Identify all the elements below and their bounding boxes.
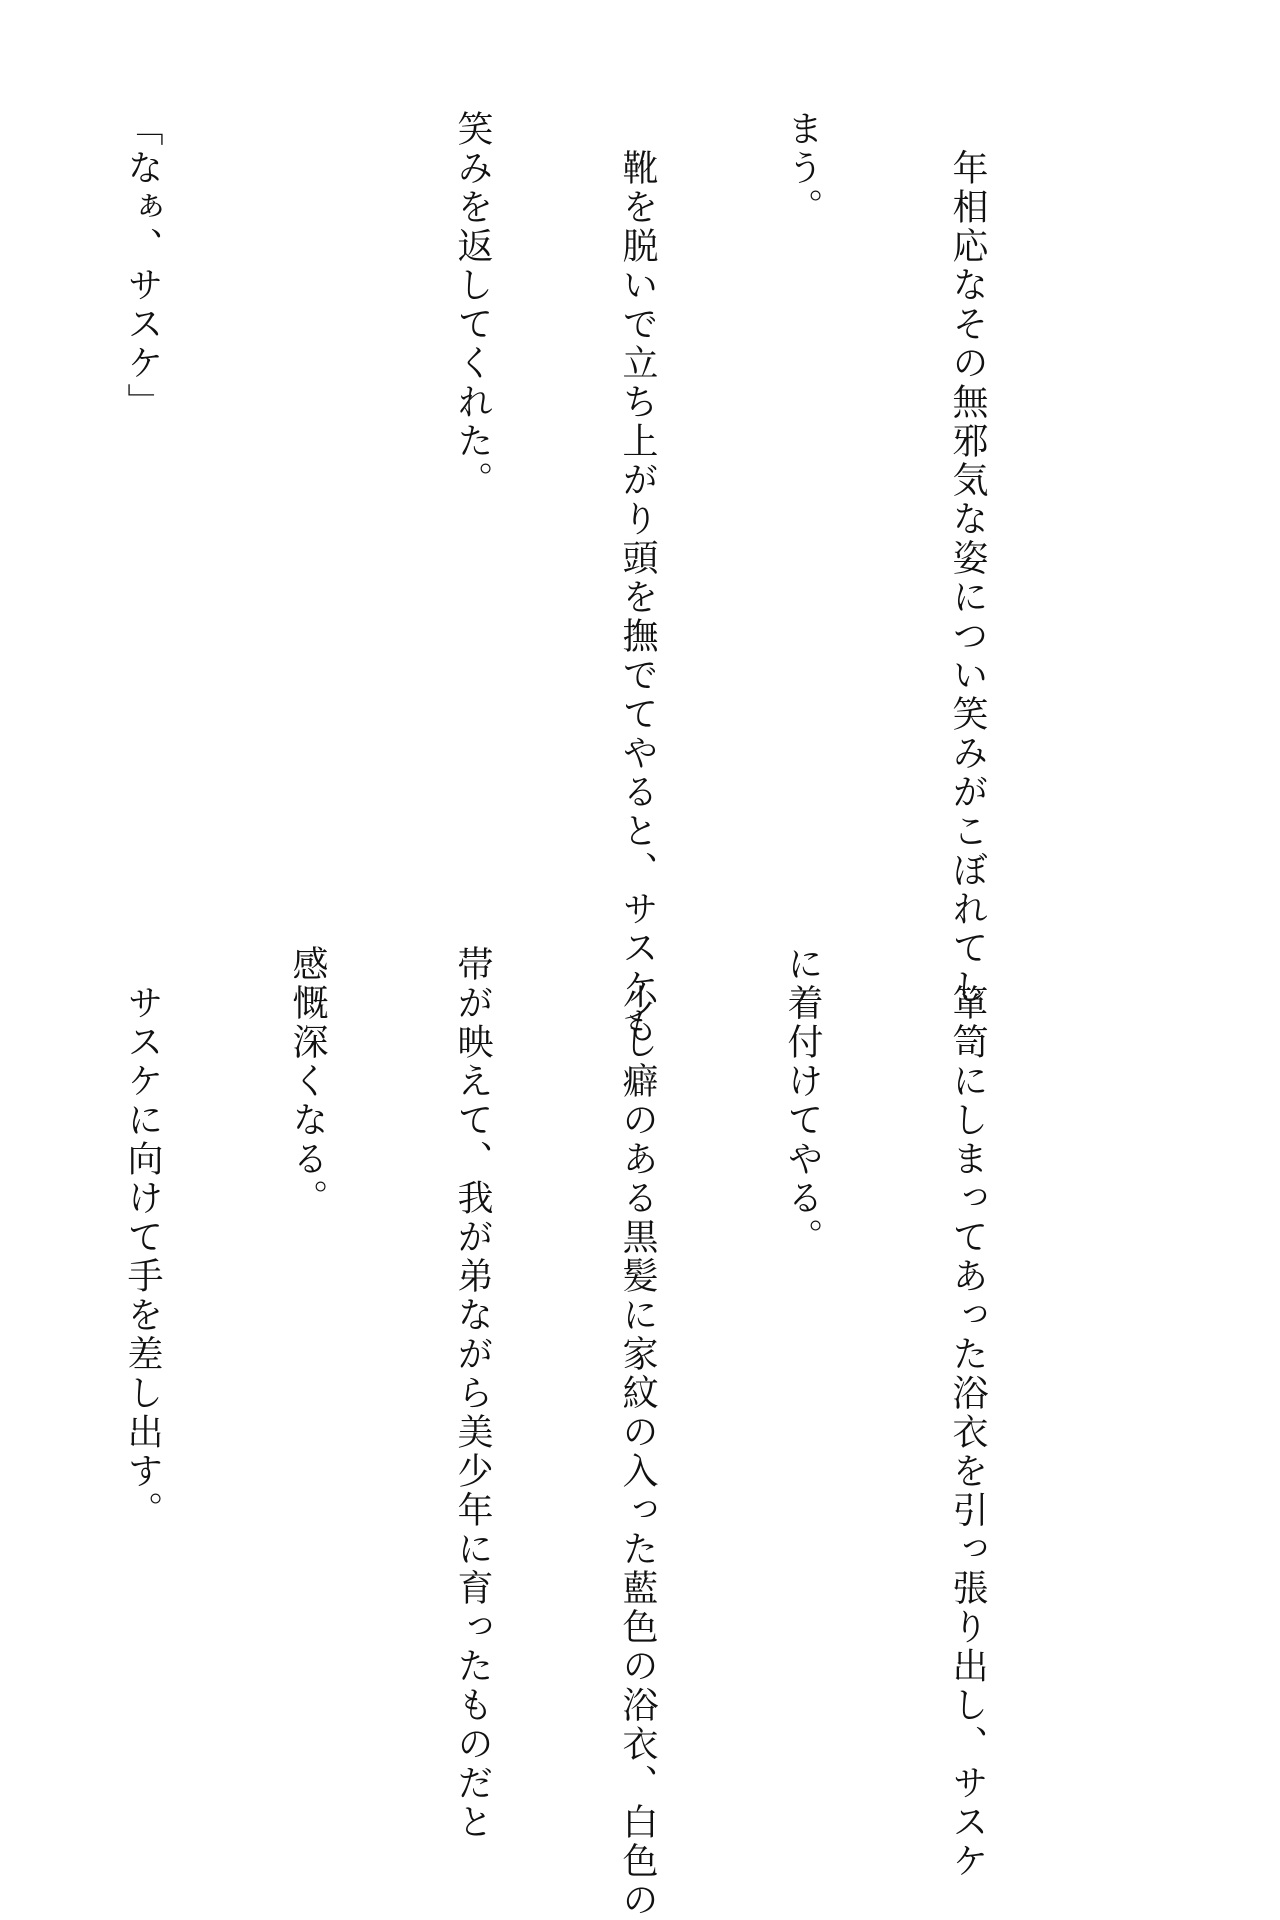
text-line: まう。 [782,110,823,227]
text-line: サスケに向けて手を差し出す。 [122,945,163,1530]
text-block-bottom [0,945,1105,1920]
text-line: 靴を脱いで立ち上がり頭を撫でてやると、サスケも [617,110,658,1046]
text-line: 少し癖のある黒髪に家紋の入った藍色の浴衣、白色の [617,945,658,1920]
text-line: 笑みを返してくれた。 [452,110,493,500]
dialogue-line: 「なぁ、サスケ」 [122,110,163,422]
text-line: 帯が映えて、我が弟ながら美少年に育ったものだと [452,945,493,1842]
text-line: 感慨深くなる。 [287,945,328,1218]
blank-line [280,110,335,900]
text-line: 年相応なその無邪気な姿につい笑みがこぼれてし [947,110,988,1007]
dialogue-line [0,110,5,900]
text-block-top [0,110,1105,1046]
text-line: 箪笥にしまってあった浴衣を引っ張り出し、サスケ [947,945,988,1881]
text-line [0,945,5,1775]
text-line: に着付けてやる。 [782,945,823,1257]
